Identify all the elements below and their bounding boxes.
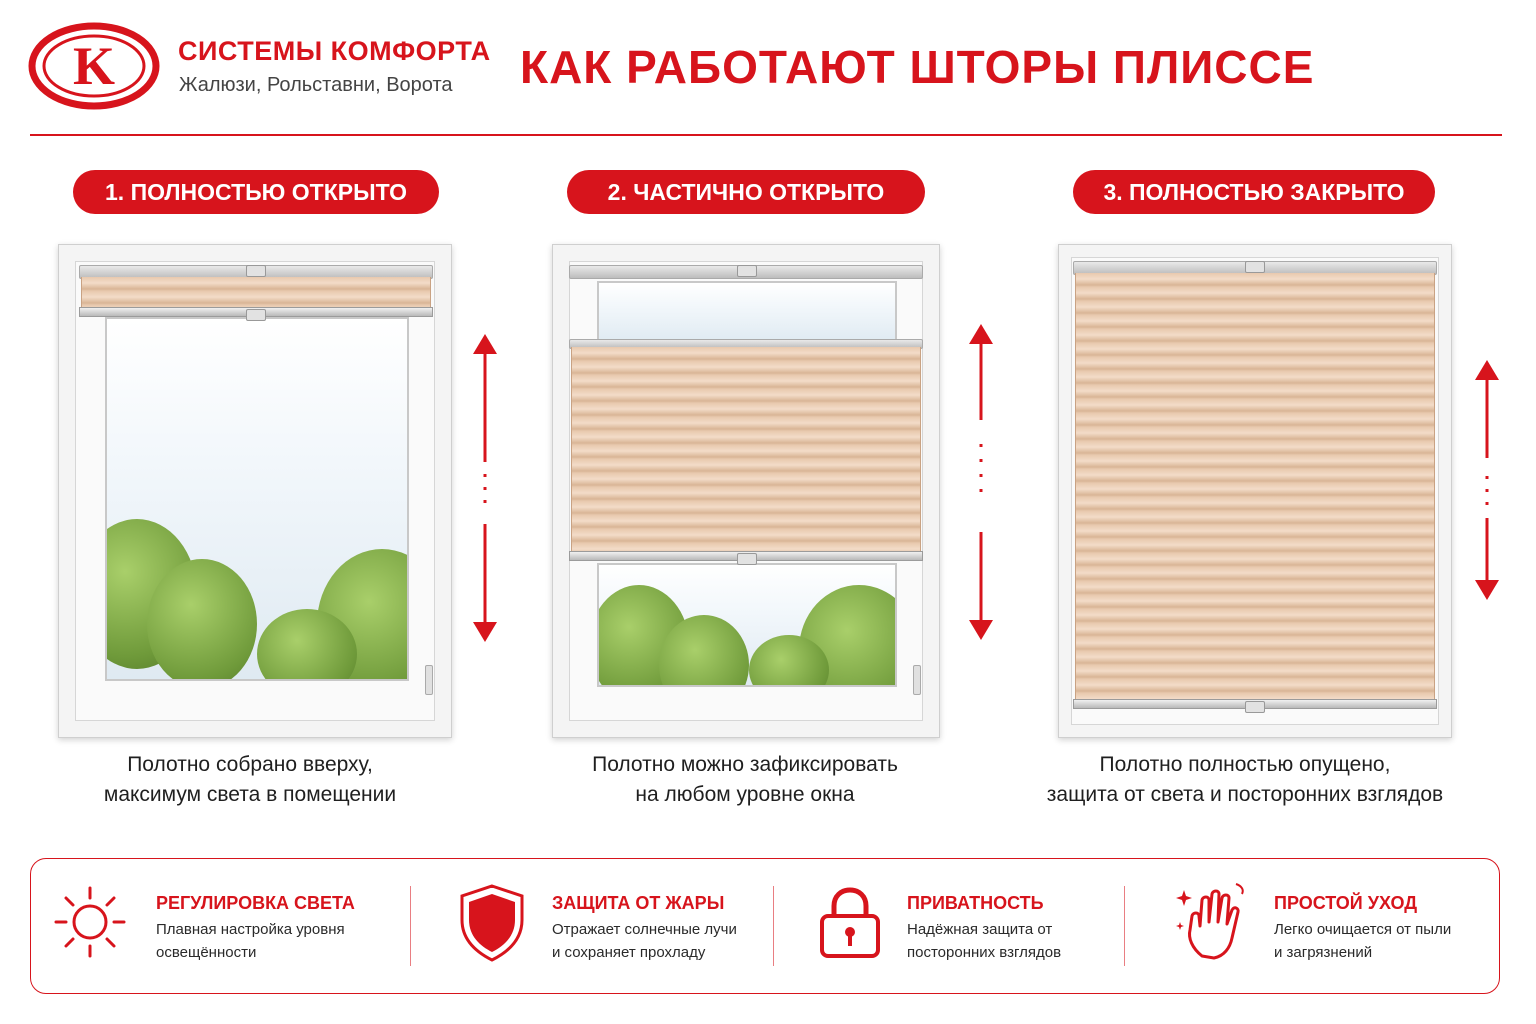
shield-icon <box>452 882 532 962</box>
pleated-blind-full <box>1075 273 1435 701</box>
feature-description: Плавная настройка уровня освещённости <box>156 921 345 961</box>
up-down-arrow-1 <box>470 332 500 644</box>
brand-logo <box>28 22 160 110</box>
cleaning-hand-icon <box>1172 882 1252 962</box>
feature-description: Отражает солнечные лучи и сохраняет прохладу <box>552 921 737 961</box>
step-2-caption: Полотно можно зафиксировать на любом уровне окна <box>592 753 898 806</box>
pleated-blind-partial <box>571 347 921 553</box>
step-3-caption: Полотно полностью опущено, защита от света и посторонних взглядов <box>1046 753 1444 806</box>
feature-description: Легко очищается от пыли и загрязнений <box>1274 921 1452 961</box>
window-fully-open <box>58 244 452 738</box>
step-1-caption: Полотно собрано вверху, максимум света в помещении <box>103 753 397 806</box>
up-down-arrow-2 <box>966 322 996 642</box>
up-down-arrow-3 <box>1472 358 1502 602</box>
step-3-label: 3. ПОЛНОСТЬЮ ЗАКРЫТО <box>1073 170 1435 214</box>
page-title: КАК РАБОТАЮТ ШТОРЫ ПЛИССЕ <box>520 41 1315 93</box>
brand-tagline: Жалюзи, Рольставни, Ворота <box>179 74 453 96</box>
pleated-blind-collapsed <box>81 277 431 309</box>
feature-divider <box>1124 886 1125 966</box>
feature-divider <box>410 886 411 966</box>
step-2-label: 2. ЧАСТИЧНО ОТКРЫТО <box>567 170 925 214</box>
window-top-glass <box>597 281 897 345</box>
lock-icon <box>810 882 890 962</box>
brand-name: СИСТЕМЫ КОМФОРТА <box>178 36 491 66</box>
feature-title: РЕГУЛИРОВКА СВЕТА <box>156 893 355 913</box>
feature-title: ПРОСТОЙ УХОД <box>1274 893 1418 913</box>
feature-title: ПРИВАТНОСТЬ <box>907 893 1044 913</box>
feature-divider <box>773 886 774 966</box>
feature-description: Надёжная защита от посторонних взглядов <box>907 921 1062 961</box>
window-glass <box>105 317 409 681</box>
feature-title: ЗАЩИТА ОТ ЖАРЫ <box>552 893 725 913</box>
sun-icon <box>50 882 130 962</box>
window-handle <box>425 665 433 695</box>
logo-letter: K <box>72 36 116 96</box>
window-fully-closed <box>1058 244 1452 738</box>
window-bottom-glass <box>597 563 897 687</box>
header-divider <box>30 134 1502 136</box>
step-1-label: 1. ПОЛНОСТЬЮ ОТКРЫТО <box>73 170 439 214</box>
window-partially-open <box>552 244 940 738</box>
